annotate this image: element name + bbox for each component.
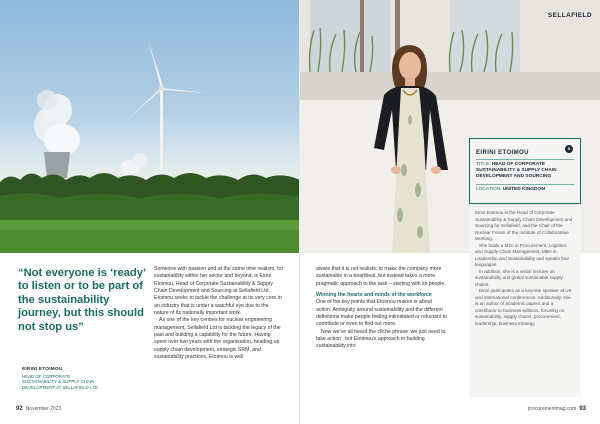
profile-location-label: LOCATION: [476,186,502,192]
sellafield-logo-icon: S [565,145,573,153]
website: procurementmag.com [527,406,577,412]
profile-name: EIRINI ETOIMOU [476,150,529,156]
bio-paragraph: In addition, she is a visitor lecturer on sustainability and global sustainable supply chains. [475,268,563,287]
bio-paragraph: She holds a MSc in Procurement, Logistics and Supply Chain Management, MBA in Leadership and Sustainability and speaks four languages. [475,242,569,267]
profile-location [476,184,574,193]
right-page [300,0,600,424]
profile-location-value: UNITED KINGDOM [502,186,546,192]
page-number: 93 [579,406,586,412]
issue-date: November 2023 [25,406,62,412]
body-paragraph: As one of the key centres for nuclear engineering management, Sellafield Ltd is tackling the legacy of the past and building a capability for the future. Having spent over two years with the organisation, heading up supply chain development, strategic SRM, and sustainability practices, Etoimou is well [154,317,281,361]
quote-attribution-name: EIRINI ETOIMOU [22,367,63,372]
body-paragraph: aware that it is not realistic to make the company more sustainable in a heartbeat, but instead takes a more pragmatic approach to the task – starting with its people. [316,266,446,287]
profile-box [469,138,581,204]
profile-bio [469,207,581,397]
body-paragraph: Someone with passion and at the same time realism, for sustainability within her sector and beyond, is Eirini Etoimou, Head of Corporate Sustainability & Supply Chain Development and Sourcing at Sellafield Ltd. Etoimou seeks to tackle the challenge at its very core in an industry that is under a watchful eye due to the nature of its nationally important work. [154,266,284,317]
bio-paragraph: Eirini Etoimou is the Head of Corporate Sustainability & Supply Chain Development and Sourcing for Sellafield, and the Chair of the Nuclear Forum of the Institute of Collaborative Working. [475,210,573,241]
profile-title [476,159,574,181]
folio-right [528,406,586,412]
folio-left [16,406,61,412]
body-column-right [316,266,448,351]
profile-title-value: HEAD OF CORPORATE SUSTAINABILITY & SUPPLY CHAIN DEVELOPMENT AND SOURCING [476,162,557,180]
section-tag: SELLAFIELD [547,12,592,19]
subhead: Winning the hearts and minds of the workforce [316,292,432,299]
pull-quote: “Not everyone is ‘ready’ to listen or to be part of the sustainability journey, but this should not stop us” [18,267,146,333]
bio-paragraph: Eirini participates as a keynote speaker at UK and international conferences. Additionally, she is an author of academic papers and a contributor to business editions, focusing on sustainability, supply chains, procurement, leadership, business strategy. [475,288,572,326]
body-column-left [154,266,284,361]
profile-title-label: TITLE: [476,162,491,167]
quote-attribution-title: HEAD OF CORPORATE SUSTAINABILITY & SUPPLY CHAIN DEVELOPMENT AT SELLAFIELD LTD [22,374,98,390]
body-paragraph: One of the key points that Etoimou makes is about action. Ambiguity around sustainability and the different definitions make people feeling intimidated or reluctant to contribute or even to find out more. [316,299,447,328]
wind-turbine-photo [0,0,300,253]
body-paragraph: Now we’ve all heard the cliche phrase ‘we just need to take action’, but Etoimou’s approach to building sustainability into [316,328,446,350]
page-number: 92 [16,406,23,412]
